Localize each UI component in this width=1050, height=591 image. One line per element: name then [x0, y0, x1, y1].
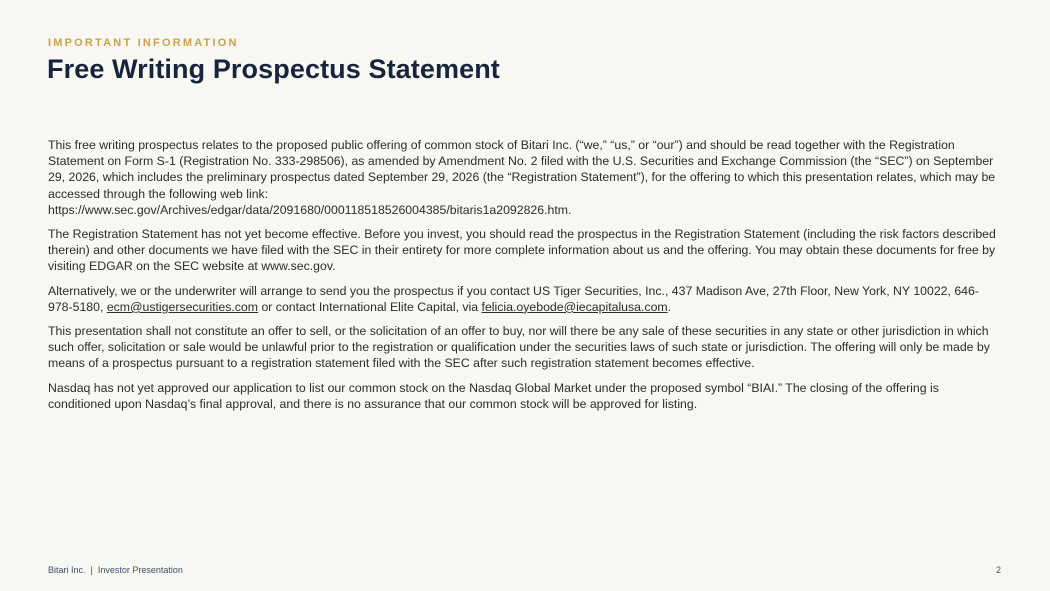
- footer-company: Bitari Inc.: [48, 565, 86, 575]
- footer-label: [48, 565, 183, 575]
- paragraph-contact-text-c: .: [667, 299, 672, 314]
- footer-separator: |: [90, 565, 93, 575]
- sec-filing-url[interactable]: https://www.sec.gov/Archives/edgar/data/2091680/000118518526004385/bitaris1a2092826.htm.: [48, 202, 572, 217]
- section-eyebrow: IMPORTANT INFORMATION: [48, 37, 239, 49]
- paragraph-not-effective: The Registration Statement has not yet become effective. Before you invest, you should read the prospectus in the Registration Statement (including the risk factors described therein) and other documents we have filed with the SEC in their entirety for more complete information about us and the offering. You may obtain these documents for free by visiting EDGAR on the SEC website at www.sec.gov.: [48, 227, 996, 274]
- disclaimer-body: [48, 137, 1003, 420]
- iec-email-link[interactable]: felicia.oyebode@iecapitalusa.com: [481, 299, 668, 314]
- page-title: Free Writing Prospectus Statement: [47, 54, 500, 84]
- paragraph-contact-text-b: or contact International Elite Capital, via: [258, 299, 482, 314]
- footer-presentation: Investor Presentation: [97, 565, 183, 575]
- paragraph-contact: [48, 283, 1003, 315]
- underwriter-email-link[interactable]: ecm@ustigersecurities.com: [106, 299, 259, 314]
- page-number: 2: [995, 565, 1001, 575]
- paragraph-registration-text: This free writing prospectus relates to the proposed public offering of common stock of Bitari Inc. (“we,” “us,” or “our”) and should be read together with the Registration Statement on Form S-1 (Registration No. 333-298506), as amended by Amendment No. 2 filed with the U.S. Securities and Exchange Commission (the “SEC”) on September 29, 2026, which includes the preliminary prospectus dated September 29, 2026 (the “Registration Statement”), for the offering to which this presentation relates, which may be accessed through the following web link:: [48, 138, 996, 201]
- paragraph-no-offer: This presentation shall not constitute an offer to sell, or the solicitation of an offer to buy, nor will there be any sale of these securities in any state or other jurisdiction in which such offer, solicitation or sale would be unlawful prior to the registration or qualification under the securities laws of such state or jurisdiction. The offering will only be made by means of a prospectus pursuant to a registration statement filed with the SEC after such registration statement becomes effective.: [48, 324, 990, 371]
- paragraph-contact-text-a: Alternatively, we or the underwriter will arrange to send you the prospectus if you contact US Tiger Securities, Inc., 437 Madison Ave, 27th Floor, New York, NY 10022, 646-978-5180,: [48, 283, 979, 314]
- paragraph-registration: [48, 137, 1003, 218]
- paragraph-nasdaq: Nasdaq has not yet approved our application to list our common stock on the Nasdaq Global Market under the proposed symbol “BIAI.” The closing of the offering is conditioned upon Nasdaq’s final approval, and there is no assurance that our common stock will be approved for listing.: [48, 380, 939, 411]
